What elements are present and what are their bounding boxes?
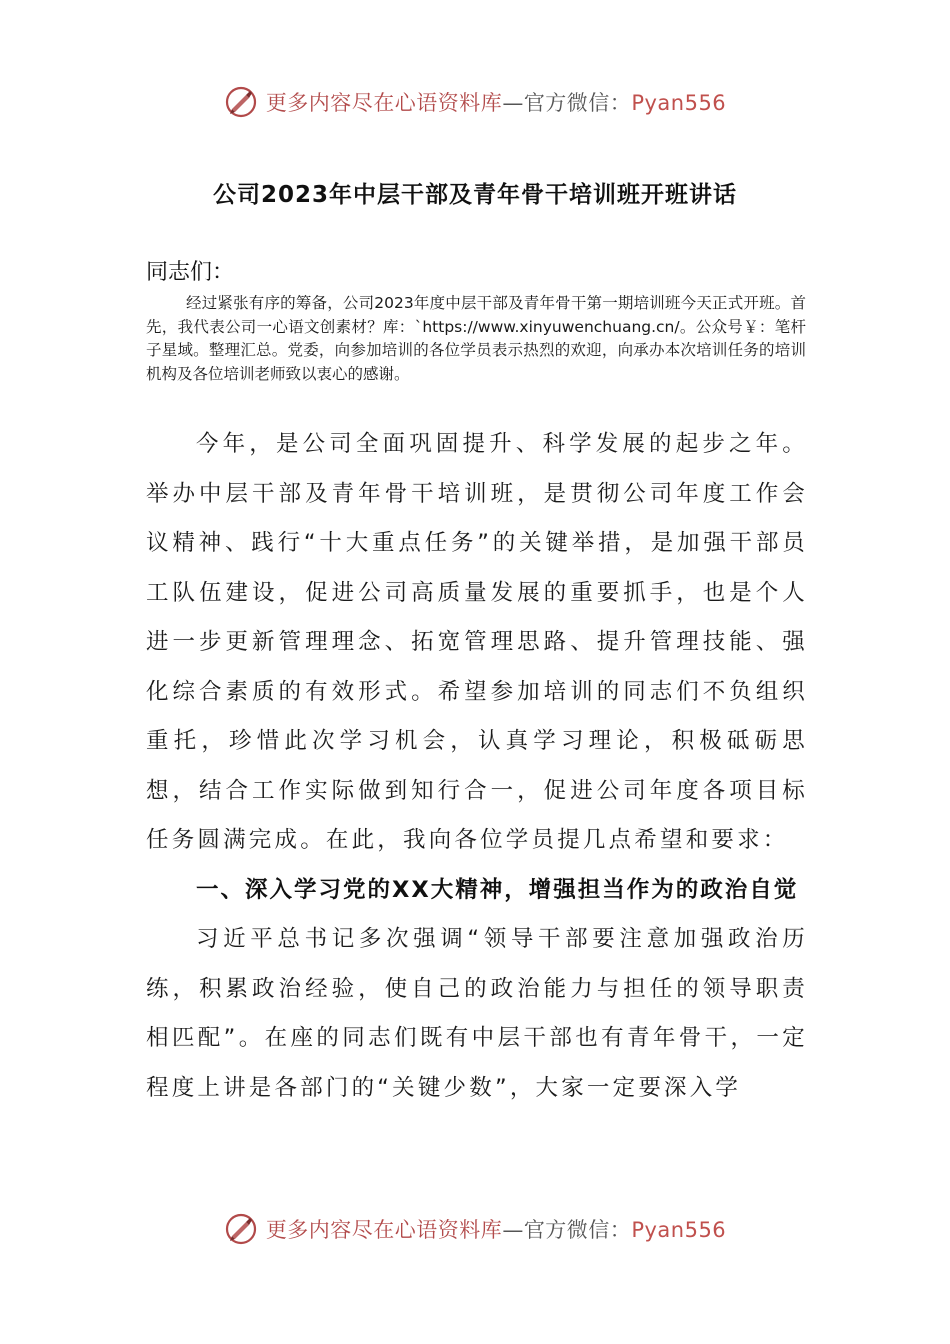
document-title: 公司2023年中层干部及青年骨干培训班开班讲话 — [212, 182, 737, 208]
watermark-official-label: 官方微信： — [523, 91, 632, 115]
watermark-brand-text: 更多内容尽在心语资料库 — [265, 1218, 503, 1242]
watermark-wechat-id: Pyan556 — [631, 91, 727, 115]
salutation: 同志们： — [146, 260, 235, 285]
footer-watermark — [0, 1209, 950, 1249]
section-heading: 一、深入学习党的XX大精神，增强担当作为的政治自觉 — [196, 876, 799, 903]
watermark-dash: — — [502, 1218, 524, 1242]
watermark-dash: — — [502, 91, 524, 115]
watermark-official-label: 官方微信： — [523, 1218, 632, 1242]
document-body — [146, 420, 808, 1113]
watermark-brand-text: 更多内容尽在心语资料库 — [265, 91, 503, 115]
body-paragraph: 习近平总书记多次强调“领导干部要注意加强政治历练，积累政治经验，使自己的政治能力与担任的领导职责相匹配”。在座的同志们既有中层干部也有青年骨干，一定程度上讲是各部门的“关键少数”，大家一定要深入学 — [146, 926, 808, 1101]
intro-paragraph: 经过紧张有序的筹备，公司2023年度中层干部及青年骨干第一期培训班今天正式开班。首先，我代表公司一心语文创素材？库：`https://www.xinyuwenchuang.cn/。公众号￥：笔杆子星域。整理汇总。党委，向参加培训的各位学员表示热烈的欢迎，向承办本次培训任务的培训机构及各位培训老师致以衷心的感谢。 — [146, 294, 806, 383]
watermark-wechat-id: Pyan556 — [631, 1218, 727, 1242]
pen-circle-logo-icon — [224, 1212, 258, 1246]
header-watermark — [0, 82, 950, 122]
pen-circle-logo-icon — [224, 85, 258, 119]
body-paragraph: 今年，是公司全面巩固提升、科学发展的起步之年。举办中层干部及青年骨干培训班，是贯彻公司年度工作会议精神、践行“十大重点任务”的关键举措，是加强干部员工队伍建设，促进公司高质量发展的重要抓手，也是个人进一步更新管理理念、拓宽管理思路、提升管理技能、强化综合素质的有效形式。希望参加培训的同志们不负组织重托，珍惜此次学习机会，认真学习理论，积极砥砺思想，结合工作实际做到知行合一，促进公司年度各项目标任务圆满完成。在此，我向各位学员提几点希望和要求： — [146, 431, 808, 853]
